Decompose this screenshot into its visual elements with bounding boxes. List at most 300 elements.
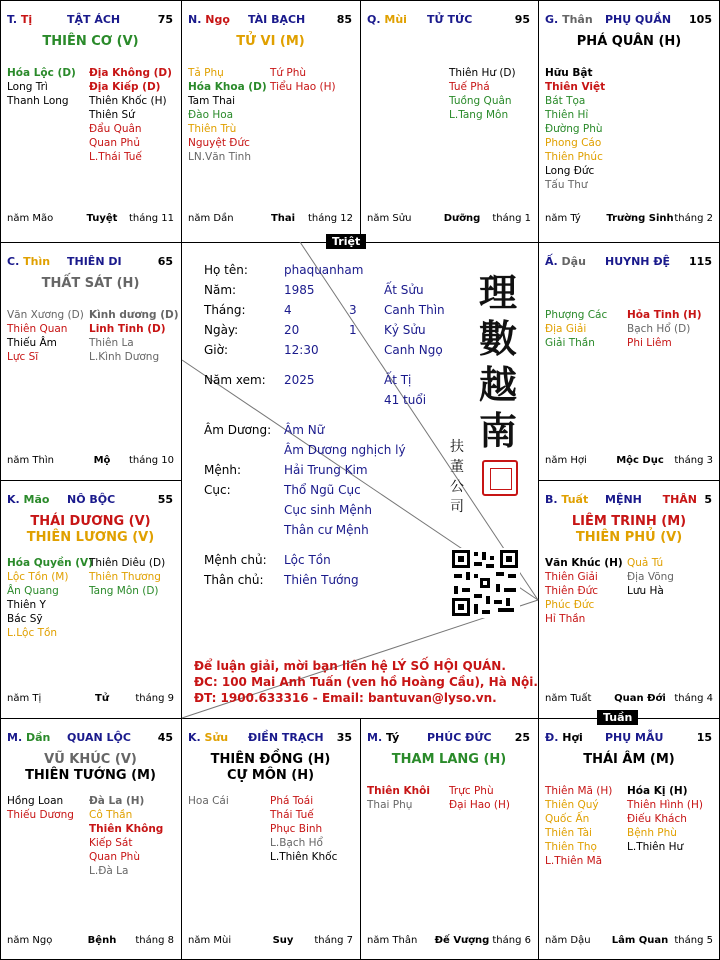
- minor-star: Thiên Y: [7, 599, 46, 611]
- palace-branch-prefix: M.: [367, 731, 383, 744]
- minor-star: Long Đức: [545, 165, 595, 177]
- palace-number: 45: [157, 731, 173, 744]
- value-menh: Hải Trung Kim: [284, 463, 368, 477]
- calligraphy: [470, 270, 526, 454]
- palace-branch-prefix: G.: [545, 13, 559, 26]
- minor-star: L.Lộc Tồn: [7, 627, 58, 639]
- main-star: THẤT SÁT (H): [41, 276, 140, 291]
- minor-star: Hữu Bật: [545, 67, 593, 79]
- palace-dan: [0, 718, 181, 960]
- minor-star: Thiên Việt: [545, 81, 606, 93]
- palace-branch-name: Ngọ: [205, 13, 230, 26]
- minor-star: Thiên Thương: [89, 571, 161, 583]
- main-star: THIÊN ĐỒNG (H): [210, 752, 331, 767]
- minor-star: Tấu Thư: [545, 179, 588, 191]
- value-nam-xem-can: Ất Tị: [384, 373, 412, 387]
- palace-mao: [0, 480, 181, 718]
- minor-star: Tuế Phá: [449, 81, 490, 93]
- contact-line-3: ĐT: 1900.633316 - Email: bantuvan@lyso.vn.: [194, 691, 497, 705]
- palace-branch: [367, 13, 407, 27]
- palace-than-marker: THÂN: [662, 493, 697, 506]
- minor-star: Địa Kiếp (D): [89, 81, 161, 93]
- palace-branch-name: Sửu: [204, 731, 229, 744]
- minor-star: L.Thiên Khốc: [270, 851, 338, 863]
- minor-star: L.Bạch Hổ: [270, 837, 323, 849]
- palace-name: PHÚC ĐỨC: [427, 731, 492, 744]
- contact-line-1: Để luận giải, mời bạn liên hệ LÝ SỐ HỘI QUÁN.: [194, 659, 506, 673]
- palace-year: năm Thìn: [7, 455, 54, 466]
- minor-star: Thiên Đức: [545, 585, 599, 597]
- palace-ngo: [181, 0, 360, 238]
- palace-branch-name: Thân: [562, 13, 593, 26]
- minor-star: Thiên Hư (D): [449, 67, 516, 79]
- minor-star: L.Thiên Hư: [627, 841, 684, 853]
- palace-month: tháng 5: [674, 935, 713, 946]
- palace-stars-right: [627, 784, 703, 854]
- palace-mui: [360, 0, 538, 238]
- palace-month: tháng 4: [674, 693, 713, 704]
- palace-month: tháng 12: [308, 213, 353, 224]
- minor-star: Thiếu Dương: [7, 809, 74, 821]
- palace-name: PHỤ MẪU: [605, 731, 664, 744]
- value-thang: 4: [284, 303, 292, 317]
- label-ngay: Ngày:: [204, 323, 239, 337]
- palace-number: 65: [157, 255, 173, 268]
- palace-stars-right: [89, 556, 165, 598]
- palace-stars-right: [89, 66, 172, 164]
- minor-star: Thái Tuế: [270, 809, 314, 821]
- palace-footer: [7, 212, 176, 226]
- palace-number: 85: [336, 13, 352, 26]
- minor-star: Thiên Sứ: [89, 109, 135, 121]
- palace-branch: [545, 13, 593, 27]
- palace-number: 5: [704, 493, 712, 506]
- minor-star: Đại Hao (H): [449, 799, 511, 811]
- palace-branch-prefix: B.: [545, 493, 558, 506]
- minor-star: L.Kình Dương: [89, 351, 160, 363]
- palace-branch-prefix: Q.: [367, 13, 381, 26]
- value-ngay: 20: [284, 323, 300, 337]
- minor-star: Thiên Khốc (H): [89, 95, 167, 107]
- main-star: CỰ MÔN (H): [226, 768, 315, 783]
- label-ho-ten: Họ tên:: [204, 263, 248, 277]
- palace-stars-left: [7, 308, 84, 364]
- minor-star: Cô Thần: [89, 809, 133, 821]
- palace-stars-right: [89, 308, 179, 364]
- side-text: [448, 437, 466, 517]
- main-star: PHÁ QUÂN (H): [576, 34, 682, 49]
- palace-thin: [0, 242, 181, 480]
- palace-life-stage: Mộc Dục: [616, 455, 664, 466]
- palace-branch-prefix: K.: [7, 493, 20, 506]
- palace-name: MỆNH: [605, 493, 642, 506]
- minor-star: L.Thái Tuế: [89, 151, 142, 163]
- minor-star: Hồng Loan: [7, 795, 64, 807]
- minor-star: Hóa Khoa (D): [188, 81, 267, 93]
- minor-star: Phi Liêm: [627, 337, 672, 349]
- palace-header: [367, 13, 533, 27]
- palace-header: [545, 731, 715, 745]
- palace-stars-right: [627, 308, 702, 350]
- minor-star: Thanh Long: [7, 95, 69, 107]
- palace-month: tháng 3: [674, 455, 713, 466]
- minor-star: Quan Phủ: [89, 137, 140, 149]
- minor-star: Thiên Khôi: [367, 785, 430, 797]
- minor-star: Phúc Đức: [545, 599, 595, 611]
- main-star: THIÊN PHỦ (V): [575, 530, 683, 545]
- palace-life-stage: Trường Sinh: [606, 213, 674, 224]
- minor-star: Đẩu Quân: [89, 123, 142, 135]
- value-than-chu: Thiên Tướng: [284, 573, 359, 587]
- main-star: THIÊN CƠ (V): [42, 34, 139, 49]
- value-ngay-am: 1: [349, 323, 357, 337]
- palace-year: năm Mão: [7, 213, 54, 224]
- value-cuc-2: Cục sinh Mệnh: [284, 503, 372, 517]
- value-nam: 1985: [284, 283, 315, 297]
- palace-name: NÔ BỘC: [67, 493, 116, 506]
- palace-main-stars: [538, 752, 720, 768]
- minor-star: Thiên Hình (H): [627, 799, 703, 811]
- palace-branch-prefix: N.: [188, 13, 202, 26]
- palace-life-stage: Tử: [95, 693, 109, 704]
- palace-name: HUYNH ĐỆ: [605, 255, 671, 268]
- palace-number: 15: [696, 731, 712, 744]
- label-thang: Tháng:: [204, 303, 246, 317]
- minor-star: Lưu Hà: [627, 585, 664, 597]
- palace-life-stage: Dưỡng: [443, 213, 481, 224]
- main-star: VŨ KHÚC (V): [44, 752, 137, 767]
- minor-star: Điếu Khách: [627, 813, 687, 825]
- palace-stars-right: [449, 784, 510, 812]
- minor-star: Thiên Trù: [188, 123, 237, 135]
- value-cuc-3: Thân cư Mệnh: [284, 523, 369, 537]
- palace-branch-name: Tuất: [561, 493, 589, 506]
- side-char-3: 公: [450, 479, 464, 495]
- minor-star: Tuồng Quân: [449, 95, 512, 107]
- palace-header: [545, 255, 715, 269]
- minor-star: Phá Toái: [270, 795, 314, 807]
- minor-star: Kiếp Sát: [89, 837, 133, 849]
- palace-name: QUAN LỘC: [67, 731, 131, 744]
- palace-life-stage: Đế Vượng: [434, 935, 490, 946]
- palace-branch-name: Thìn: [23, 255, 51, 268]
- palace-footer: [545, 212, 715, 226]
- main-star: TỬ VI (M): [236, 34, 305, 49]
- side-char-2: 董: [450, 459, 464, 475]
- palace-year: năm Hợi: [545, 455, 587, 466]
- qr-code-icon[interactable]: [450, 548, 520, 618]
- palace-stars-left: [545, 66, 605, 192]
- minor-star: Hóa Kị (H): [627, 785, 688, 797]
- tuan-marker: Tuần: [597, 710, 638, 725]
- contact-line-2: ĐC: 100 Mai Anh Tuấn (ven hồ Hoàng Cầu), Hà Nội.: [194, 675, 538, 689]
- palace-header: [188, 731, 355, 745]
- minor-star: Thiên Thọ: [545, 841, 597, 853]
- palace-header: [7, 731, 176, 745]
- value-ho-ten: phaquanham: [284, 263, 364, 277]
- minor-star: Bệnh Phù: [627, 827, 677, 839]
- palace-header: [7, 13, 176, 27]
- palace-branch-name: Dậu: [561, 255, 586, 268]
- minor-star: Lực Sĩ: [7, 351, 39, 363]
- palace-branch-name: Mão: [23, 493, 50, 506]
- palace-month: tháng 11: [129, 213, 174, 224]
- palace-month: tháng 2: [674, 213, 713, 224]
- value-thang-am: 3: [349, 303, 357, 317]
- minor-star: Hoa Cái: [188, 795, 229, 807]
- palace-stars-right: [89, 794, 163, 878]
- palace-year: năm Tị: [7, 693, 42, 704]
- side-char-4: 司: [450, 499, 464, 515]
- minor-star: Đường Phù: [545, 123, 603, 135]
- minor-star: Đào Hoa: [188, 109, 234, 121]
- palace-name: TẬT ÁCH: [67, 13, 121, 26]
- palace-life-stage: Quan Đới: [614, 693, 666, 704]
- label-menh-chu: Mệnh chủ:: [204, 553, 267, 567]
- label-cuc: Cục:: [204, 483, 231, 497]
- minor-star: Tả Phụ: [188, 67, 224, 79]
- palace-branch-name: Dần: [25, 731, 51, 744]
- palace-number: 35: [336, 731, 352, 744]
- palace-year: năm Dần: [188, 213, 234, 224]
- minor-star: Bác Sỹ: [7, 613, 43, 625]
- palace-name: ĐIỀN TRẠCH: [248, 731, 324, 744]
- palace-life-stage: Bệnh: [87, 935, 117, 946]
- label-menh: Mệnh:: [204, 463, 241, 477]
- minor-star: Thiên Diêu (D): [89, 557, 166, 569]
- minor-star: Văn Xương (D): [7, 309, 84, 321]
- minor-star: Phục Binh: [270, 823, 323, 835]
- palace-footer: [367, 934, 533, 948]
- palace-stars-left: [7, 794, 74, 822]
- minor-star: Thiên Giải: [545, 571, 598, 583]
- triet-marker: Triệt: [326, 234, 366, 249]
- palace-main-stars: [181, 34, 360, 50]
- palace-main-stars: [360, 752, 538, 768]
- minor-star: Kình dương (D): [89, 309, 179, 321]
- minor-star: Tứ Phù: [270, 67, 307, 79]
- palace-footer: [545, 692, 715, 706]
- palace-dau: [538, 242, 720, 480]
- value-cuc-1: Thổ Ngũ Cục: [284, 483, 361, 497]
- palace-stars-left: [7, 66, 76, 108]
- value-tuoi: 41 tuổi: [384, 393, 427, 407]
- palace-name: TÀI BẠCH: [248, 13, 306, 26]
- palace-branch-prefix: K.: [188, 731, 201, 744]
- palace-name: THIÊN DI: [67, 255, 122, 268]
- minor-star: Lộc Tồn (M): [7, 571, 69, 583]
- main-star: THÁI DƯƠNG (V): [30, 514, 151, 529]
- palace-header: [545, 13, 715, 27]
- palace-year: năm Sửu: [367, 213, 412, 224]
- palace-header: [7, 493, 176, 507]
- label-than-chu: Thân chủ:: [204, 573, 264, 587]
- palace-branch-name: Tý: [385, 731, 400, 744]
- palace-life-stage: Lâm Quan: [611, 935, 669, 946]
- minor-star: Địa Không (D): [89, 67, 172, 79]
- palace-branch-prefix: Đ.: [545, 731, 559, 744]
- minor-star: Thiên La: [89, 337, 134, 349]
- palace-footer: [545, 454, 715, 468]
- palace-branch: [545, 731, 583, 745]
- palace-footer: [7, 454, 176, 468]
- center-info: [182, 242, 538, 718]
- minor-star: Hỏa Tinh (H): [627, 309, 702, 321]
- palace-number: 105: [689, 13, 712, 26]
- minor-star: Giải Thần: [545, 337, 595, 349]
- minor-star: Hóa Quyền (V): [7, 557, 93, 569]
- minor-star: Địa Võng: [627, 571, 674, 583]
- minor-star: Hóa Lộc (D): [7, 67, 76, 79]
- label-am-duong: Âm Dương:: [204, 423, 272, 437]
- minor-star: L.Đà La: [89, 865, 129, 877]
- palace-main-stars: [0, 276, 181, 292]
- red-seal-icon: [482, 460, 518, 496]
- minor-star: Thiếu Âm: [7, 337, 57, 349]
- palace-stars-left: [545, 784, 612, 868]
- side-char-1: 扶: [450, 439, 464, 455]
- palace-stars-left: [545, 556, 623, 626]
- value-gio: 12:30: [284, 343, 319, 357]
- minor-star: Bạch Hổ (D): [627, 323, 691, 335]
- palace-stars-left: [188, 66, 267, 164]
- main-star: THIÊN LƯƠNG (V): [26, 530, 155, 545]
- minor-star: Nguyệt Đức: [188, 137, 250, 149]
- palace-branch: [7, 731, 50, 745]
- palace-branch-prefix: M.: [7, 731, 23, 744]
- palace-year: năm Thân: [367, 935, 418, 946]
- minor-star: Thiên Hỉ: [545, 109, 589, 121]
- value-gio-can: Canh Ngọ: [384, 343, 443, 357]
- palace-year: năm Mùi: [188, 935, 232, 946]
- minor-star: Đà La (H): [89, 795, 145, 807]
- minor-star: Tam Thai: [188, 95, 236, 107]
- minor-star: Thiên Mã (H): [545, 785, 613, 797]
- palace-branch-name: Mùi: [384, 13, 407, 26]
- palace-number: 115: [689, 255, 712, 268]
- minor-star: L.Tang Môn: [449, 109, 509, 121]
- palace-ty2: [360, 718, 538, 960]
- palace-branch-name: Hợi: [562, 731, 583, 744]
- palace-life-stage: Mộ: [93, 455, 111, 466]
- palace-branch: [7, 255, 50, 269]
- palace-footer: [7, 692, 176, 706]
- palace-footer: [367, 212, 533, 226]
- minor-star: Thiên Quý: [545, 799, 599, 811]
- value-am-duong-2: Âm Dương nghịch lý: [284, 443, 406, 457]
- palace-stars-right: [627, 556, 674, 598]
- palace-year: năm Tý: [545, 213, 581, 224]
- palace-stars-left: [545, 308, 607, 350]
- palace-branch: [367, 731, 399, 745]
- palace-hoi: [538, 718, 720, 960]
- minor-star: Ân Quang: [7, 585, 59, 597]
- palace-branch-prefix: C.: [7, 255, 20, 268]
- palace-number: 95: [514, 13, 530, 26]
- palace-stars-right: [449, 66, 516, 122]
- minor-star: Long Trì: [7, 81, 48, 93]
- palace-month: tháng 10: [129, 455, 174, 466]
- palace-header: [545, 493, 715, 507]
- palace-main-stars: [538, 34, 720, 50]
- palace-ty: [0, 0, 181, 238]
- palace-header: [7, 255, 176, 269]
- palace-month: tháng 8: [135, 935, 174, 946]
- main-star: THÁI ÂM (M): [583, 752, 675, 767]
- value-menh-chu: Lộc Tồn: [284, 553, 331, 567]
- palace-stars-left: [367, 784, 430, 812]
- label-nam-xem: Năm xem:: [204, 373, 266, 387]
- minor-star: Văn Khúc (H): [545, 557, 623, 569]
- minor-star: Quan Phù: [89, 851, 140, 863]
- palace-branch: [545, 255, 586, 269]
- palace-number: 55: [157, 493, 173, 506]
- palace-header: [188, 13, 355, 27]
- palace-branch-name: Tị: [20, 13, 33, 26]
- minor-star: Thiên Quan: [7, 323, 68, 335]
- minor-star: Quốc Ấn: [545, 813, 590, 825]
- minor-star: L.Thiên Mã: [545, 855, 603, 867]
- palace-month: tháng 7: [314, 935, 353, 946]
- minor-star: LN.Văn Tinh: [188, 151, 251, 163]
- palace-year: năm Ngọ: [7, 935, 53, 946]
- calligraphy-char-2: 數: [478, 316, 517, 361]
- palace-branch-prefix: T.: [7, 13, 18, 26]
- minor-star: Phong Cáo: [545, 137, 602, 149]
- palace-life-stage: Tuyệt: [86, 213, 118, 224]
- palace-stars-right: [270, 66, 336, 94]
- minor-star: Hỉ Thần: [545, 613, 586, 625]
- calligraphy-char-1: 理: [478, 270, 517, 315]
- palace-footer: [188, 212, 355, 226]
- minor-star: Bát Tọa: [545, 95, 586, 107]
- palace-life-stage: Suy: [272, 935, 294, 946]
- palace-branch: [7, 493, 49, 507]
- minor-star: Quả Tú: [627, 557, 664, 569]
- palace-tuat: [538, 480, 720, 718]
- palace-branch: [188, 731, 228, 745]
- value-am-duong-1: Âm Nữ: [284, 423, 325, 437]
- minor-star: Tang Môn (D): [89, 585, 159, 597]
- main-star: LIÊM TRINH (M): [571, 514, 687, 529]
- palace-year: năm Tuất: [545, 693, 592, 704]
- palace-name: PHỤ QUẦN: [605, 13, 672, 26]
- minor-star: Trực Phù: [449, 785, 494, 797]
- palace-suu: [181, 718, 360, 960]
- palace-number: 25: [514, 731, 530, 744]
- minor-star: Thiên Tài: [545, 827, 592, 839]
- palace-header: [367, 731, 533, 745]
- minor-star: Phượng Các: [545, 309, 608, 321]
- calligraphy-char-3: 越: [478, 362, 517, 407]
- palace-footer: [545, 934, 715, 948]
- calligraphy-char-4: 南: [478, 408, 517, 453]
- palace-year: năm Dậu: [545, 935, 591, 946]
- palace-stars-left: [188, 794, 229, 808]
- value-nam-can: Ất Sửu: [384, 283, 424, 297]
- palace-main-stars: [0, 752, 181, 784]
- main-star: THAM LANG (H): [391, 752, 507, 767]
- palace-stars-left: [7, 556, 93, 640]
- palace-branch: [7, 13, 32, 27]
- value-nam-xem: 2025: [284, 373, 315, 387]
- label-nam: Năm:: [204, 283, 237, 297]
- palace-main-stars: [0, 514, 181, 546]
- palace-stars-right: [270, 794, 337, 864]
- palace-number: 75: [157, 13, 173, 26]
- palace-branch: [188, 13, 230, 27]
- palace-footer: [188, 934, 355, 948]
